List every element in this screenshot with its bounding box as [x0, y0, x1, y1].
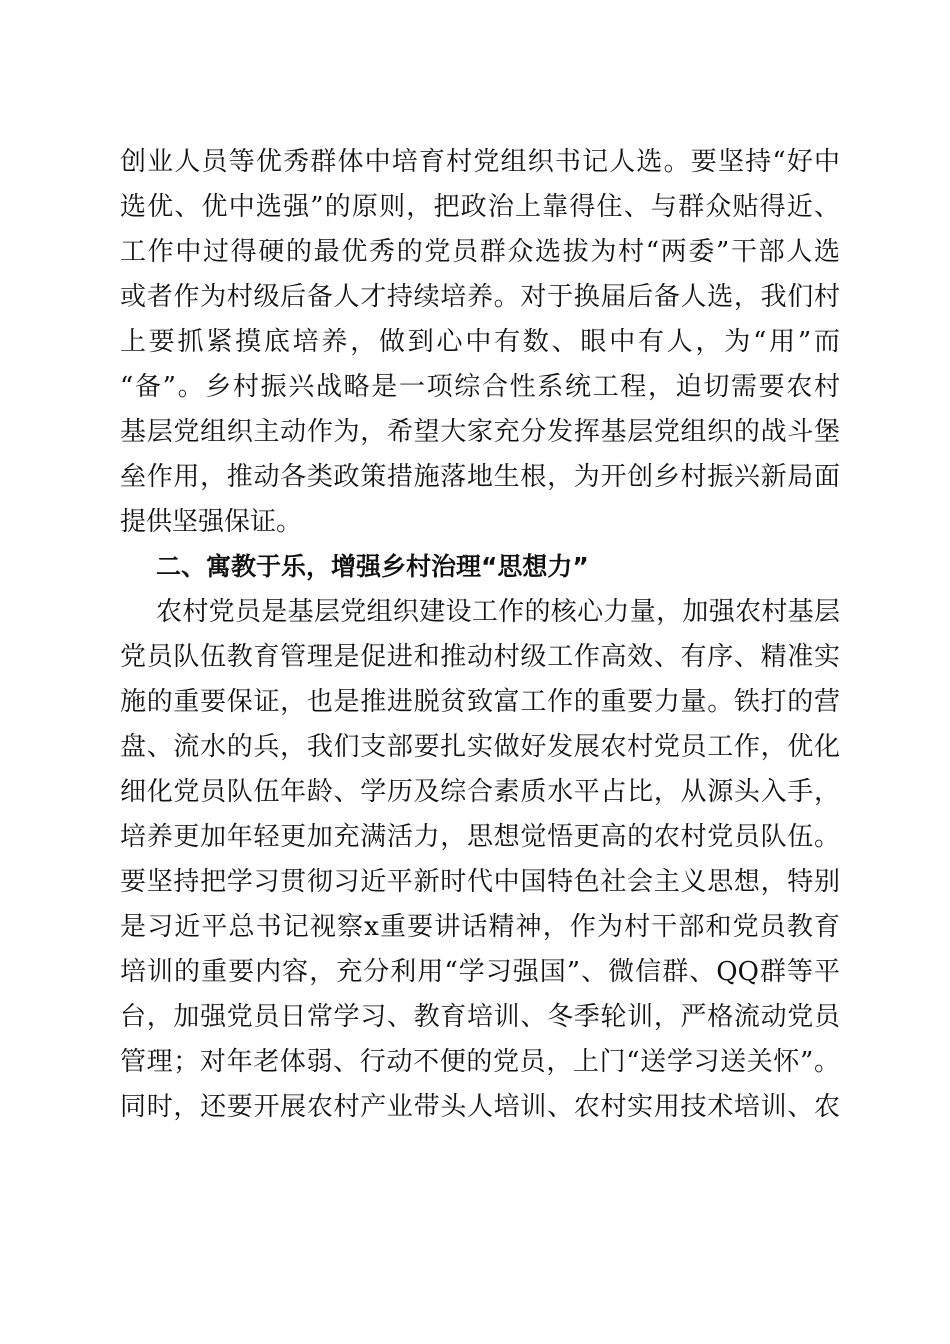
paragraph-line: 基层党组织主动作为，希望大家充分发挥基层党组织的战斗堡	[120, 417, 840, 447]
paragraph-line: 提供坚强保证。	[120, 507, 303, 537]
paragraph-line: 创业人员等优秀群体中培育村党组织书记人选。要坚持“好中	[120, 147, 840, 177]
paragraph-line: 要坚持把学习贯彻习近平新时代中国特色社会主义思想，特别	[120, 867, 840, 897]
paragraph-line: 台，加强党员日常学习、教育培训、冬季轮训，严格流动党员	[120, 1002, 840, 1032]
paragraph-line: 或者作为村级后备人才持续培养。对于换届后备人选，我们村	[120, 282, 840, 312]
paragraph-line: “备”。乡村振兴战略是一项综合性系统工程，迫切需要农村	[120, 372, 840, 402]
paragraph-line: 工作中过得硬的最优秀的党员群众选拔为村“两委”干部人选	[120, 237, 840, 267]
section-heading: 二、寓教于乐，增强乡村治理“思想力”	[156, 552, 589, 581]
paragraph-line: 施的重要保证，也是推进脱贫致富工作的重要力量。铁打的营	[120, 687, 840, 717]
paragraph-line: 培养更加年轻更加充满活力，思想觉悟更高的农村党员队伍。	[120, 822, 840, 852]
paragraph-line: 管理；对年老体弱、行动不便的党员，上门“送学习送关怀”。	[120, 1047, 840, 1077]
paragraph-line: 培训的重要内容，充分利用“学习强国”、微信群、QQ群等平	[120, 957, 840, 987]
paragraph-line: 细化党员队伍年龄、学历及综合素质水平占比，从源头入手，	[120, 777, 840, 807]
paragraph-line: 垒作用，推动各类政策措施落地生根，为开创乡村振兴新局面	[120, 462, 840, 492]
paragraph-line: 选优、优中选强”的原则，把政治上靠得住、与群众贴得近、	[120, 192, 840, 222]
paragraph-line: 同时，还要开展农村产业带头人培训、农村实用技术培训、农	[120, 1092, 840, 1122]
paragraph-line: 党员队伍教育管理是促进和推动村级工作高效、有序、精准实	[120, 642, 840, 672]
paragraph-line: 农村党员是基层党组织建设工作的核心力量，加强农村基层	[156, 597, 840, 627]
paragraph-line: 上要抓紧摸底培养，做到心中有数、眼中有人，为“用”而	[120, 327, 840, 357]
paragraph-line: 是习近平总书记视察x重要讲话精神，作为村干部和党员教育	[120, 912, 840, 942]
paragraph-line: 盘、流水的兵，我们支部要扎实做好发展农村党员工作，优化	[120, 732, 840, 762]
